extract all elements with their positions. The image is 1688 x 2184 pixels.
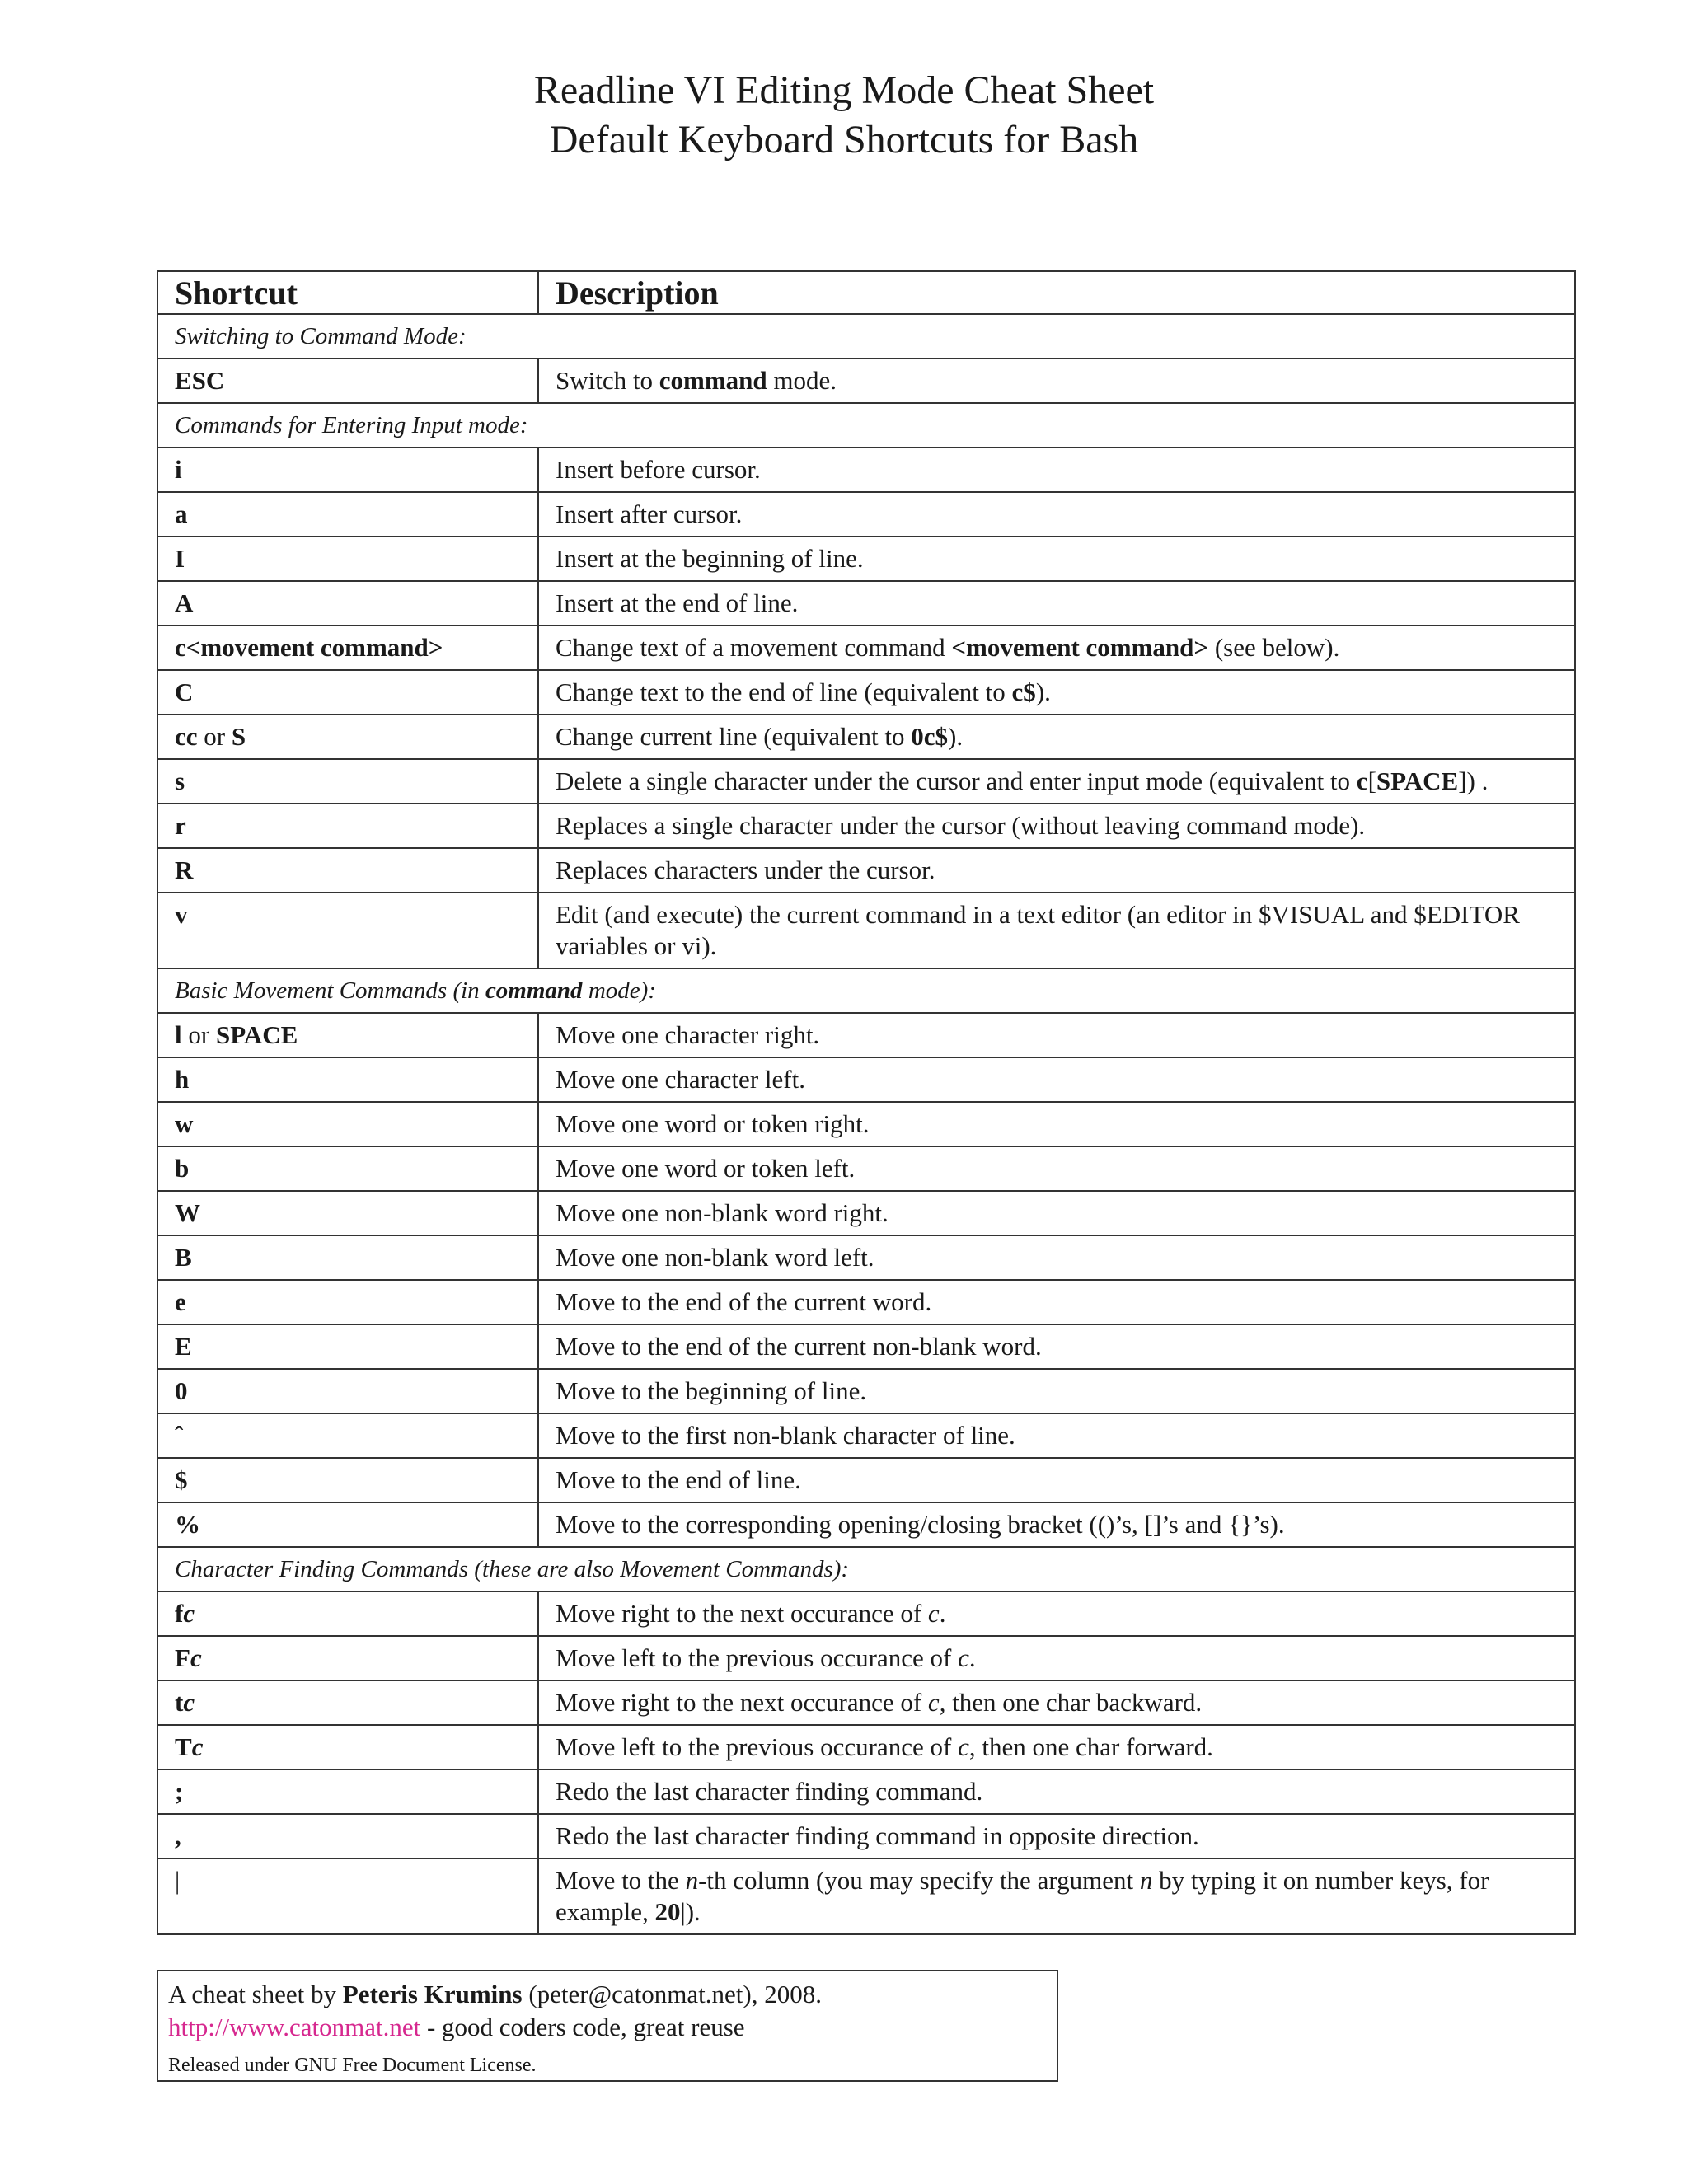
shortcut-key: W [157,1191,538,1235]
shortcut-key: cc or S [157,715,538,759]
shortcut-key: v [157,893,538,968]
table-row [157,1413,1575,1458]
table-row [157,448,1575,492]
table-row [157,1146,1575,1191]
shortcut-key: B [157,1235,538,1280]
shortcut-key: l or SPACE [157,1013,538,1057]
shortcut-description: Delete a single character under the cursor and enter input mode (equivalent to c[SPACE]) . [538,759,1575,804]
shortcut-description: Insert after cursor. [538,492,1575,537]
shortcut-description: Move to the first non-blank character of line. [538,1413,1575,1458]
shortcut-key: ; [157,1769,538,1814]
table-row [157,759,1575,804]
shortcut-table [157,270,1576,1935]
shortcut-key: e [157,1280,538,1324]
shortcut-description: Move to the corresponding opening/closing bracket (()’s, []’s and {}’s). [538,1502,1575,1547]
shortcut-key: h [157,1057,538,1102]
title-line-2: Default Keyboard Shortcuts for Bash [549,118,1139,162]
shortcut-key: Fc [157,1636,538,1680]
shortcut-description: Move to the end of the current word. [538,1280,1575,1324]
shortcut-description: Move right to the next occurance of c, then one char backward. [538,1680,1575,1725]
shortcut-description: Move to the end of the current non-blank word. [538,1324,1575,1369]
section-title-command-mode: Switching to Command Mode: [157,314,1575,359]
shortcut-description: Move to the end of line. [538,1458,1575,1502]
shortcut-key: ˆ [157,1413,538,1458]
shortcut-key: 0 [157,1369,538,1413]
shortcut-key: I [157,537,538,581]
table-row [157,893,1575,968]
table-row [157,1636,1575,1680]
footer-box [157,1970,1058,2082]
table-row [157,1725,1575,1769]
table-row [157,1769,1575,1814]
shortcut-description: Move one non-blank word left. [538,1235,1575,1280]
shortcut-description: Replaces a single character under the cursor (without leaving command mode). [538,804,1575,848]
footer-link-line: http://www.catonmat.net - good coders code, great reuse [168,2013,745,2041]
shortcut-description: Move one word or token left. [538,1146,1575,1191]
table-row [157,492,1575,537]
table-row [157,1591,1575,1636]
shortcut-key: b [157,1146,538,1191]
shortcut-key: , [157,1814,538,1858]
table-row [157,581,1575,626]
shortcut-key: tc [157,1680,538,1725]
shortcut-key: r [157,804,538,848]
shortcut-description: Move to the beginning of line. [538,1369,1575,1413]
shortcut-key: % [157,1502,538,1547]
shortcut-column-header: Shortcut [157,271,538,314]
table-row [157,1235,1575,1280]
shortcut-description: Redo the last character finding command in opposite direction. [538,1814,1575,1858]
shortcut-key: $ [157,1458,538,1502]
shortcut-key: s [157,759,538,804]
shortcut-description: Move to the n-th column (you may specify the argument n by typing it on number keys, for example, 20|). [538,1858,1575,1934]
section-row [157,314,1575,359]
table-row [157,804,1575,848]
table-row [157,537,1575,581]
title-line-1: Readline VI Editing Mode Cheat Sheet [533,68,1155,112]
section-title-input-mode: Commands for Entering Input mode: [157,403,1575,448]
shortcut-key: a [157,492,538,537]
section-title-movement: Basic Movement Commands (in command mode): [157,968,1575,1013]
table-row [157,1369,1575,1413]
table-row [157,1458,1575,1502]
table-row [157,359,1575,403]
shortcut-description: Move one word or token right. [538,1102,1575,1146]
table-row [157,1814,1575,1858]
shortcut-key: c<movement command> [157,626,538,670]
shortcut-description: Change text to the end of line (equivalent to c$). [538,670,1575,715]
shortcut-key: i [157,448,538,492]
shortcut-description: Insert at the end of line. [538,581,1575,626]
shortcut-key: ESC [157,359,538,403]
shortcut-key: fc [157,1591,538,1636]
table-row [157,1102,1575,1146]
table-row [157,1057,1575,1102]
table-row [157,1191,1575,1235]
table-row [157,1858,1575,1934]
section-title-char-finding: Character Finding Commands (these are also Movement Commands): [157,1547,1575,1591]
table-row [157,1324,1575,1369]
catonmat-link[interactable]: http://www.catonmat.net [168,2013,421,2041]
shortcut-description: Replaces characters under the cursor. [538,848,1575,893]
shortcut-description: Redo the last character finding command. [538,1769,1575,1814]
shortcut-description: Move one non-blank word right. [538,1191,1575,1235]
table-row [157,670,1575,715]
shortcut-key: C [157,670,538,715]
shortcut-description: Insert at the beginning of line. [538,537,1575,581]
shortcut-key: Tc [157,1725,538,1769]
shortcut-description: Change text of a movement command <movement command> (see below). [538,626,1575,670]
shortcut-description: Move one character left. [538,1057,1575,1102]
table-header-row [157,271,1575,314]
shortcut-key: R [157,848,538,893]
shortcut-key: w [157,1102,538,1146]
section-row [157,403,1575,448]
shortcut-key: A [157,581,538,626]
shortcut-description: Switch to command mode. [538,359,1575,403]
shortcut-description: Move left to the previous occurance of c. [538,1636,1575,1680]
author-name: Peteris Krumins [342,1980,523,2008]
shortcut-description: Edit (and execute) the current command in a text editor (an editor in $VISUAL and $EDITOR variables or vi). [538,893,1575,968]
table-row [157,1680,1575,1725]
footer-author-line: A cheat sheet by Peteris Krumins (peter@catonmat.net), 2008. [168,1980,822,2008]
page-title [0,66,1688,165]
table-row [157,1013,1575,1057]
description-column-header: Description [538,271,1575,314]
table-row [157,715,1575,759]
shortcut-description: Move one character right. [538,1013,1575,1057]
table-row [157,848,1575,893]
shortcut-key: E [157,1324,538,1369]
shortcut-key: | [157,1858,538,1934]
shortcut-description: Move right to the next occurance of c. [538,1591,1575,1636]
table-row [157,626,1575,670]
table-row [157,1280,1575,1324]
section-row [157,1547,1575,1591]
table-row [157,1502,1575,1547]
shortcut-description: Move left to the previous occurance of c, then one char forward. [538,1725,1575,1769]
shortcut-description: Change current line (equivalent to 0c$). [538,715,1575,759]
shortcut-description: Insert before cursor. [538,448,1575,492]
section-row [157,968,1575,1013]
license-note: Released under GNU Free Document License. [168,2055,537,2076]
